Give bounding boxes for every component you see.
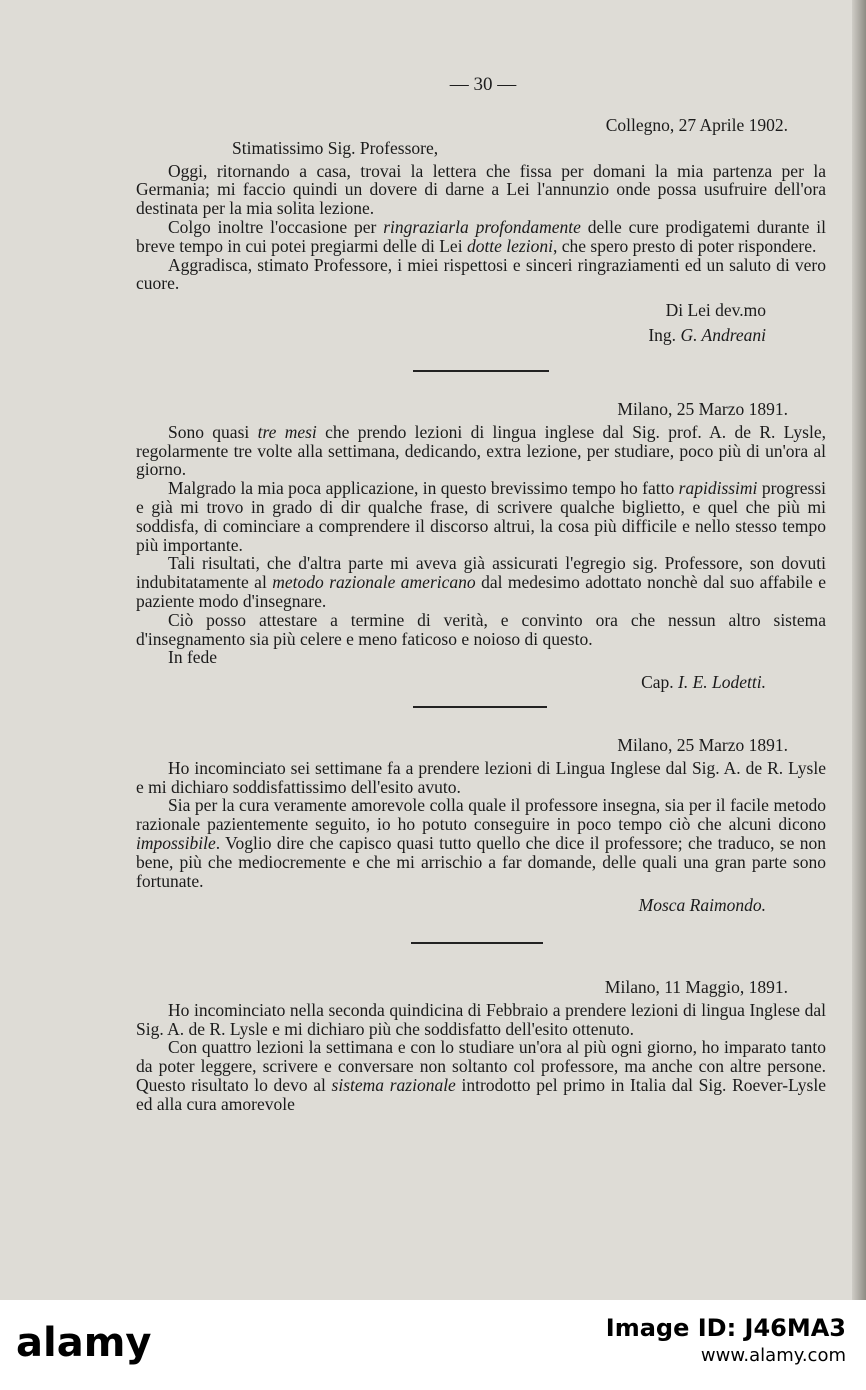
signature-name: Cap. I. E. Lodetti. (641, 672, 766, 693)
letter-andreani (136, 116, 826, 345)
paragraph: Aggradisca, stimato Professore, i miei rispettosi e sinceri ringraziamenti ed un saluto di vero cuore. (136, 254, 826, 294)
dateline: Milano, 25 Marzo 1891. (617, 399, 788, 419)
letter-raimondo (136, 736, 826, 915)
paragraph: Ho incominciato sei settimane fa a prendere lezioni di Lingua Inglese dal Sig. A. de R. Lysle e mi dichiaro soddisfattissimo dell'esito avuto. (136, 757, 826, 797)
paragraph: Sono quasi tre mesi che prendo lezioni di lingua inglese dal Sig. prof. A. de R. Lysle, regolarmente tre volte alla settimana, dedicando, extra lezione, per studiare, poco più di un'ora al giorno. (136, 421, 826, 480)
paragraph: Malgrado la mia poca applicazione, in questo brevissimo tempo ho fatto rapidissimi progressi e già mi trovo in grado di dir qualche frase, di scrivere qualche biglietto, e quel che più mi soddisfa, di cominciare a comprendere il discorso altrui, la cosa più difficile e nello stesso tempo più importante. (136, 478, 827, 555)
dateline: Milano, 11 Maggio, 1891. (604, 977, 788, 997)
dateline: Collegno, 27 Aprile 1902. (605, 115, 788, 135)
divider (411, 942, 543, 944)
alamy-logo: alamy (16, 1320, 152, 1366)
footer-info (606, 1314, 846, 1370)
page-number: — 30 — (449, 74, 517, 95)
salutation: Stimatissimo Sig. Professore, (232, 137, 439, 158)
paragraph: Ciò posso attestare a termine di verità, e convinto ora che nessun altro sistema d'insegnamento sia più celere e meno faticoso e noioso di questo. (136, 609, 826, 649)
letter-anonymous (136, 978, 826, 1114)
paragraph: Con quattro lezioni la settimana e con lo studiare un'ora al più ogni giorno, ho imparato tanto da poter leggere, scrivere e conversare non soltanto col professore, ma anche con altre persone. Questo risultato lo devo al sistema razionale introdotto pel primo in Italia dal Sig. Roever-Lysle ed alla cura amorevole (136, 1037, 826, 1114)
signature-name: Ing. G. Andreani (648, 324, 766, 345)
signature-name: Mosca Raimondo. (638, 895, 766, 916)
image-id: Image ID: J46MA3 (605, 1314, 846, 1342)
paragraph: Sia per la cura veramente amorevole colla quale il professore insegna, sia per il facile metodo razionale pazientemente seguito, io ho potuto conseguire in poco tempo ciò che alcuni dicono impossibile. Voglio dire che capisco quasi tutto quello che dice il professore; che traduco, se non bene, più che mediocremente e che mi arrischio a far domande, delle quali una gran parte sono fortunate. (136, 795, 826, 891)
divider (413, 706, 547, 708)
paragraph: Oggi, ritornando a casa, trovai la lettera che fissa per domani la mia partenza per la Germania; mi faccio quindi un dovere di darne a Lei l'annunzio onde possa usufruire dell'ora destinata per la mia solita lezione. (136, 160, 826, 219)
paragraph: Ho incominciato nella seconda quindicina di Febbraio a prendere lezioni di lingua Inglese dal Sig. A. de R. Lysle e mi dichiaro più che soddisfatto dell'esito ottenuto. (136, 999, 826, 1039)
paragraph: Colgo inoltre l'occasione per ringraziarla profondamente delle cure prodigatemi durante il breve tempo in cui potei pregiarmi delle di Lei dotte lezioni, che spero presto di poter rispondere. (136, 216, 826, 256)
signature-line-1: Di Lei dev.mo (665, 300, 766, 321)
dateline: Milano, 25 Marzo 1891. (617, 735, 788, 755)
letter-lodetti (136, 400, 826, 692)
paragraph: In fede (168, 647, 218, 668)
stock-footer (0, 1300, 866, 1390)
paragraph: Tali risultati, che d'altra parte mi aveva già assicurati l'egregio sig. Professore, son dovuti indubitatamente al metodo razionale americano dal medesimo adottato nonchè dal suo affabile e paziente modo d'insegnare. (136, 553, 826, 611)
divider (413, 370, 549, 372)
footer-url[interactable]: www.alamy.com (700, 1345, 846, 1366)
